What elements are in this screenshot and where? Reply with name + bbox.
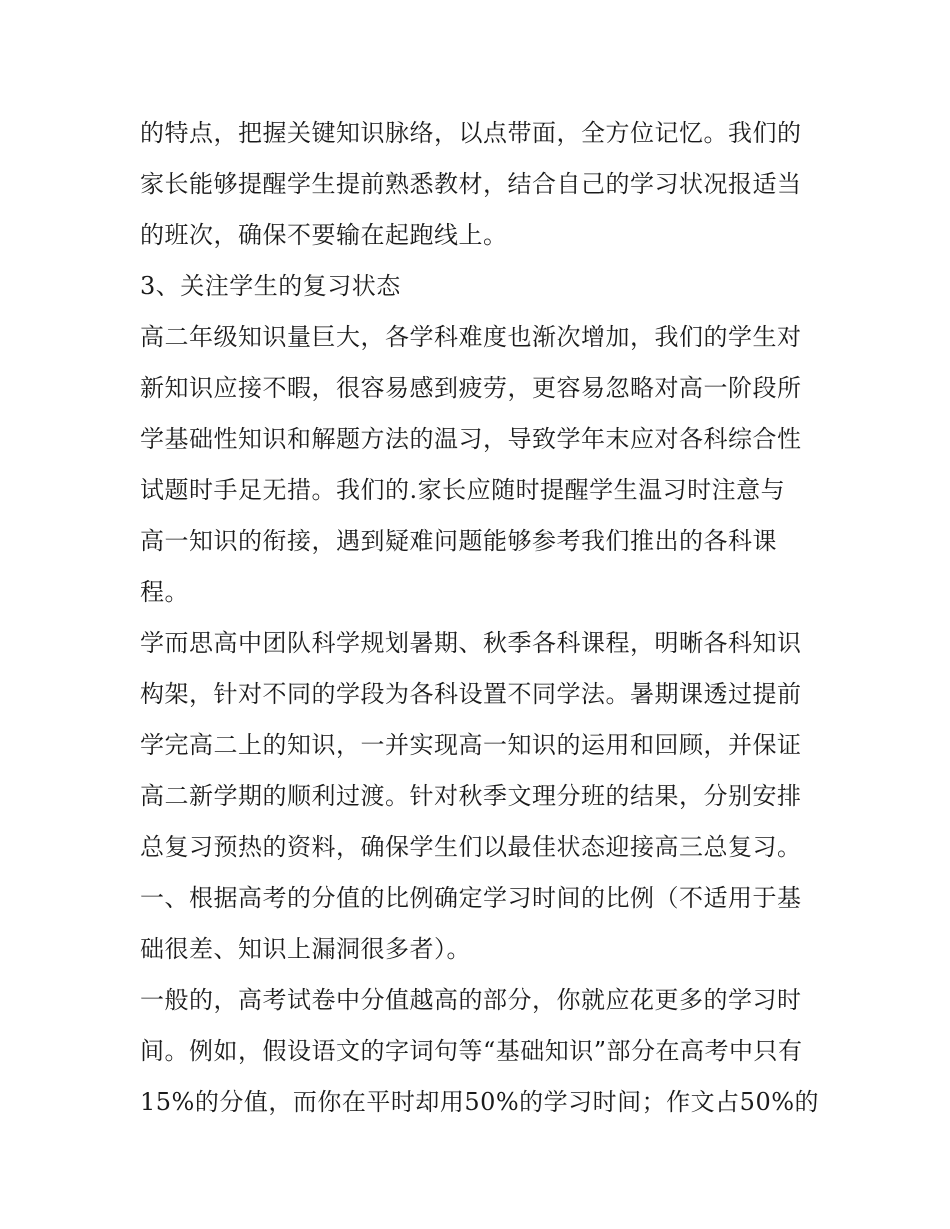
text-line: 家长能够提醒学生提前熟悉教材，结合自己的学习状况报适当 — [140, 170, 802, 198]
section-heading: 3、关注学生的复习状态 — [140, 272, 401, 300]
text-line: 学而思高中团队科学规划暑期、秋季各科课程，明晰各科知识 — [140, 629, 802, 657]
text-line: 构架，针对不同的学段为各科设置不同学法。暑期课透过提前 — [140, 680, 802, 708]
text-line: 高一知识的衔接，遇到疑难问题能够参考我们推出的各科课 — [140, 527, 777, 555]
text-line: 总复习预热的资料，确保学生们以最佳状态迎接高三总复习。 — [140, 833, 802, 861]
text-line: 础很差、知识上漏洞很多者）。 — [140, 935, 471, 963]
text-line: 学基础性知识和解题方法的温习，导致学年末应对各科综合性 — [140, 425, 802, 453]
text-line: 的特点，把握关键知识脉络，以点带面，全方位记忆。我们的 — [140, 119, 802, 147]
text-line: 高二年级知识量巨大，各学科难度也渐次增加，我们的学生对 — [140, 323, 802, 351]
text-line: 程。 — [140, 578, 189, 606]
text-line: 一般的，高考试卷中分值越高的部分，你就应花更多的学习时 — [140, 986, 802, 1014]
text-line: 学完高二上的知识，一并实现高一知识的运用和回顾，并保证 — [140, 731, 802, 759]
text-line: 试题时手足无措。我们的.家长应随时提醒学生温习时注意与 — [140, 476, 786, 504]
text-line: 新知识应接不暇，很容易感到疲劳，更容易忽略对高一阶段所 — [140, 374, 802, 402]
text-line: 高二新学期的顺利过渡。针对秋季文理分班的结果，分别安排 — [140, 782, 802, 810]
text-line: 15%的分值，而你在平时却用50%的学习时间；作文占50%的 — [140, 1088, 820, 1116]
document-body — [140, 108, 820, 1128]
section-heading: 一、根据高考的分值的比例确定学习时间的比例（不适用于基 — [140, 884, 802, 912]
text-line: 的班次，确保不要输在起跑线上。 — [140, 221, 508, 249]
text-line: 间。例如，假设语文的字词句等“基础知识”部分在高考中只有 — [140, 1037, 803, 1065]
